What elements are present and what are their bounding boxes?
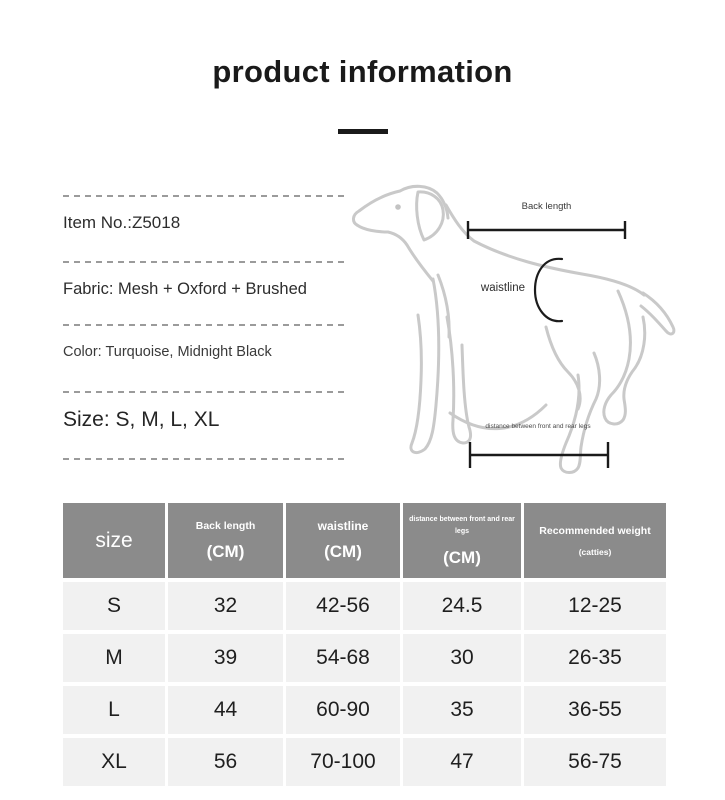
cell-weight: 56-75 xyxy=(524,738,666,786)
dashed-divider xyxy=(63,195,346,197)
cell-back-length: 39 xyxy=(168,634,283,682)
back-length-measure-line xyxy=(468,221,625,239)
dashed-divider xyxy=(63,324,346,326)
cell-weight: 12-25 xyxy=(524,582,666,630)
item-number-text: Item No.:Z5018 xyxy=(63,213,181,232)
cell-weight: 26-35 xyxy=(524,634,666,682)
header-unit: (CM) xyxy=(206,541,245,561)
title-underline-bar xyxy=(338,129,388,134)
page-title: product information xyxy=(212,54,513,89)
cell-leg-distance: 35 xyxy=(403,686,521,734)
back-length-label: Back length xyxy=(521,201,572,212)
cell-back-length: 56 xyxy=(168,738,283,786)
table-header-waistline xyxy=(286,503,400,578)
waistline-label: waistline xyxy=(480,282,525,294)
cell-size-s: S xyxy=(63,582,165,630)
cell-size-l: L xyxy=(63,686,165,734)
leg-distance-label: distance between front and rear legs xyxy=(485,423,591,430)
dashed-divider xyxy=(63,391,346,393)
table-header-back-length xyxy=(168,503,283,578)
header-title: Recommended weight xyxy=(539,524,651,537)
color-text: Color: Turquoise, Midnight Black xyxy=(63,344,272,360)
cell-back-length: 32 xyxy=(168,582,283,630)
cell-leg-distance: 30 xyxy=(403,634,521,682)
header-title: size xyxy=(95,528,133,552)
cell-waistline: 54-68 xyxy=(286,634,400,682)
leg-distance-measure-line xyxy=(470,442,608,468)
size-chart-table xyxy=(63,503,666,786)
size-text: Size: S, M, L, XL xyxy=(63,408,220,431)
cell-leg-distance: 24.5 xyxy=(403,582,521,630)
cell-back-length: 44 xyxy=(168,686,283,734)
product-info-list xyxy=(63,195,346,460)
table-header-leg-distance xyxy=(403,503,521,578)
header-unit: (CM) xyxy=(443,547,481,567)
table-header-size xyxy=(63,503,165,578)
header-title: Back length xyxy=(195,519,256,532)
cell-waistline: 42-56 xyxy=(286,582,400,630)
cell-size-xl: XL xyxy=(63,738,165,786)
table-header-recommended-weight xyxy=(524,503,666,578)
header-title: distance between front and rear legs xyxy=(409,515,515,535)
header-unit: (CM) xyxy=(324,541,362,561)
cell-weight: 36-55 xyxy=(524,686,666,734)
cell-waistline: 70-100 xyxy=(286,738,400,786)
cell-size-m: M xyxy=(63,634,165,682)
cell-leg-distance: 47 xyxy=(403,738,521,786)
dog-measurement-diagram xyxy=(350,175,725,475)
dog-eye-dot xyxy=(395,204,401,210)
cell-waistline: 60-90 xyxy=(286,686,400,734)
header-unit: (catties) xyxy=(578,546,612,557)
dashed-divider xyxy=(63,261,346,263)
dog-outline-illustration xyxy=(350,175,725,475)
dashed-divider xyxy=(63,458,346,460)
header-title: waistline xyxy=(317,518,369,533)
fabric-text: Fabric: Mesh + Oxford + Brushed xyxy=(63,280,307,298)
